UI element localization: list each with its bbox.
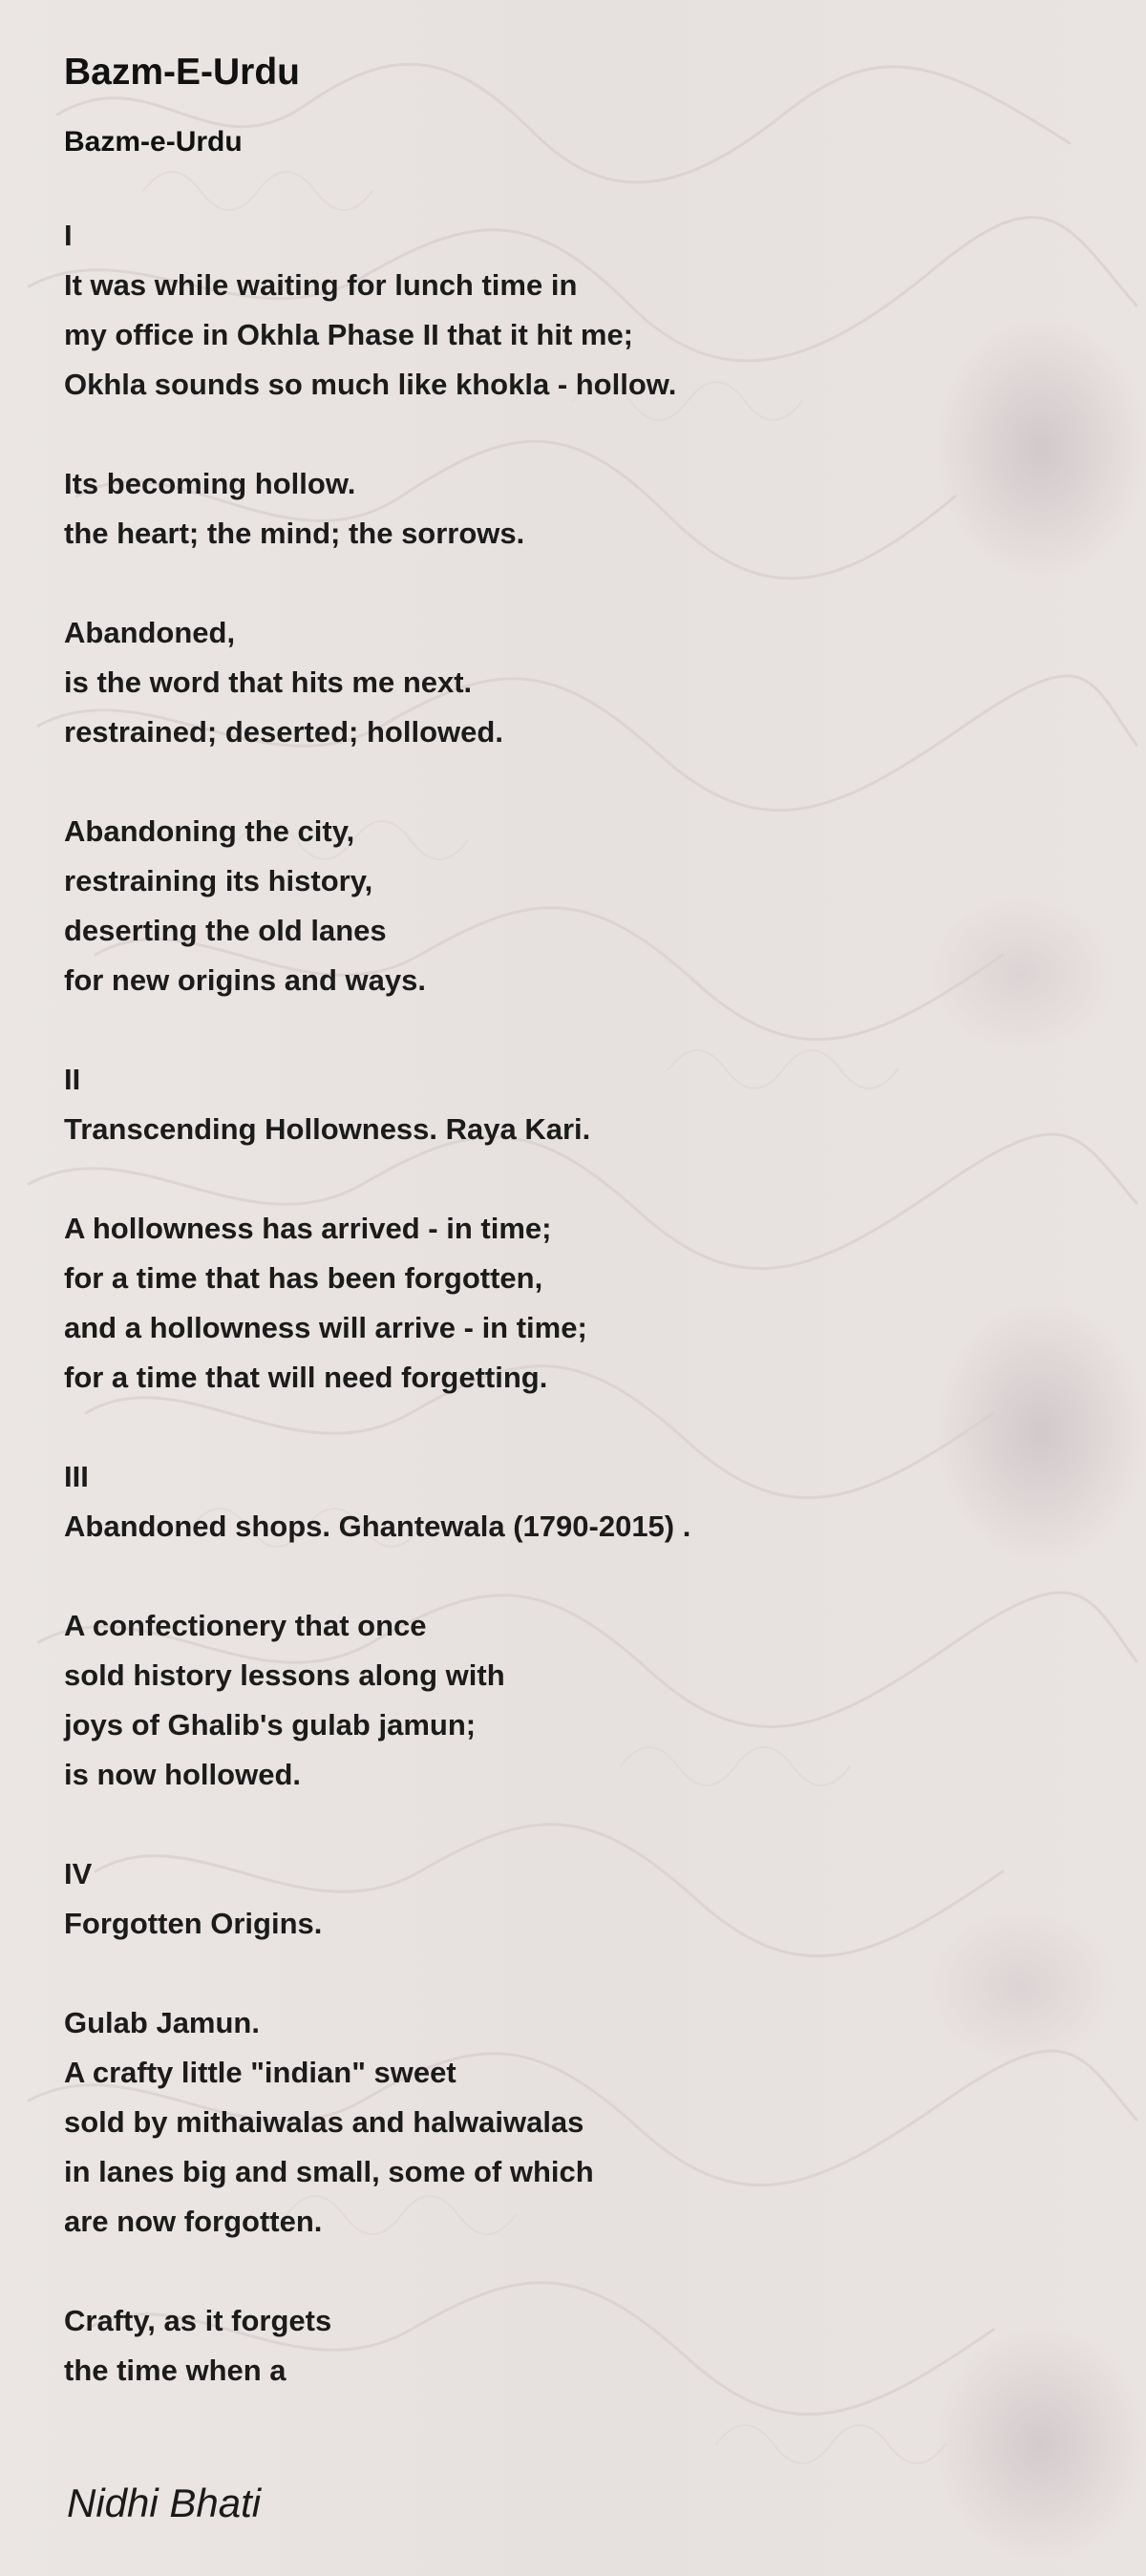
poem-content bbox=[64, 50, 1076, 2445]
poem-line: restraining its history, bbox=[64, 864, 373, 897]
poem-stanza bbox=[64, 1849, 1076, 1949]
poem-line: and a hollowness will arrive - in time; bbox=[64, 1311, 587, 1344]
poem-line: Transcending Hollowness. Raya Kari. bbox=[64, 1112, 591, 1146]
poem-line: A hollowness has arrived - in time; bbox=[64, 1212, 552, 1245]
poem-stanza bbox=[64, 211, 1076, 410]
poem-line: I bbox=[64, 219, 73, 252]
poem-stanza bbox=[64, 1204, 1076, 1403]
poem-stanza bbox=[64, 1452, 1076, 1552]
poem-line: It was while waiting for lunch time in bbox=[64, 268, 578, 302]
poem-line: Its becoming hollow. bbox=[64, 467, 356, 500]
poem-subtitle: Bazm-e-Urdu bbox=[64, 126, 243, 158]
poem-line: deserting the old lanes bbox=[64, 914, 387, 947]
poem-line: Abandoning the city, bbox=[64, 814, 355, 848]
poem-stanza bbox=[64, 807, 1076, 1005]
poem-line: A confectionery that once bbox=[64, 1609, 427, 1642]
poem-line: sold by mithaiwalas and halwaiwalas bbox=[64, 2105, 584, 2139]
poem-stanza bbox=[64, 459, 1076, 559]
poem-line: Abandoned, bbox=[64, 616, 236, 649]
poem-line: restrained; deserted; hollowed. bbox=[64, 715, 503, 749]
poem-line: III bbox=[64, 1460, 89, 1493]
poem-line: Abandoned shops. Ghantewala (1790-2015) . bbox=[64, 1510, 691, 1543]
poem-line: for new origins and ways. bbox=[64, 963, 426, 997]
poem-line: for a time that will need forgetting. bbox=[64, 1361, 548, 1394]
poem-stanza bbox=[64, 1998, 1076, 2247]
poem-line: the heart; the mind; the sorrows. bbox=[64, 517, 525, 550]
poem-line: my office in Okhla Phase II that it hit me; bbox=[64, 318, 634, 351]
poem-line: joys of Ghalib's gulab jamun; bbox=[64, 1708, 477, 1742]
poem-line: the time when a bbox=[64, 2354, 286, 2387]
poem-line: is the word that hits me next. bbox=[64, 665, 473, 699]
poem-line: is now hollowed. bbox=[64, 1758, 301, 1791]
poem-line: Forgotten Origins. bbox=[64, 1907, 323, 1940]
poem-line: II bbox=[64, 1063, 81, 1096]
poem-body bbox=[64, 211, 1076, 2396]
poem-line: Crafty, as it forgets bbox=[64, 2304, 332, 2337]
poem-line: in lanes big and small, some of which bbox=[64, 2155, 594, 2188]
poem-line: Gulab Jamun. bbox=[64, 2006, 260, 2039]
poem-stanza bbox=[64, 1055, 1076, 1154]
poem-line: A crafty little "indian" sweet bbox=[64, 2056, 456, 2089]
poem-line: sold history lessons along with bbox=[64, 1658, 505, 1692]
poem-stanza bbox=[64, 1601, 1076, 1800]
poem-stanza bbox=[64, 608, 1076, 757]
poem-line: for a time that has been forgotten, bbox=[64, 1261, 543, 1295]
poem-stanza bbox=[64, 2296, 1076, 2396]
poem-author: Nidhi Bhati bbox=[67, 2481, 262, 2525]
poem-line: IV bbox=[64, 1857, 93, 1890]
poem-title: Bazm-E-Urdu bbox=[64, 52, 301, 93]
poem-line: are now forgotten. bbox=[64, 2205, 323, 2238]
poem-line: Okhla sounds so much like khokla - hollow. bbox=[64, 368, 677, 401]
